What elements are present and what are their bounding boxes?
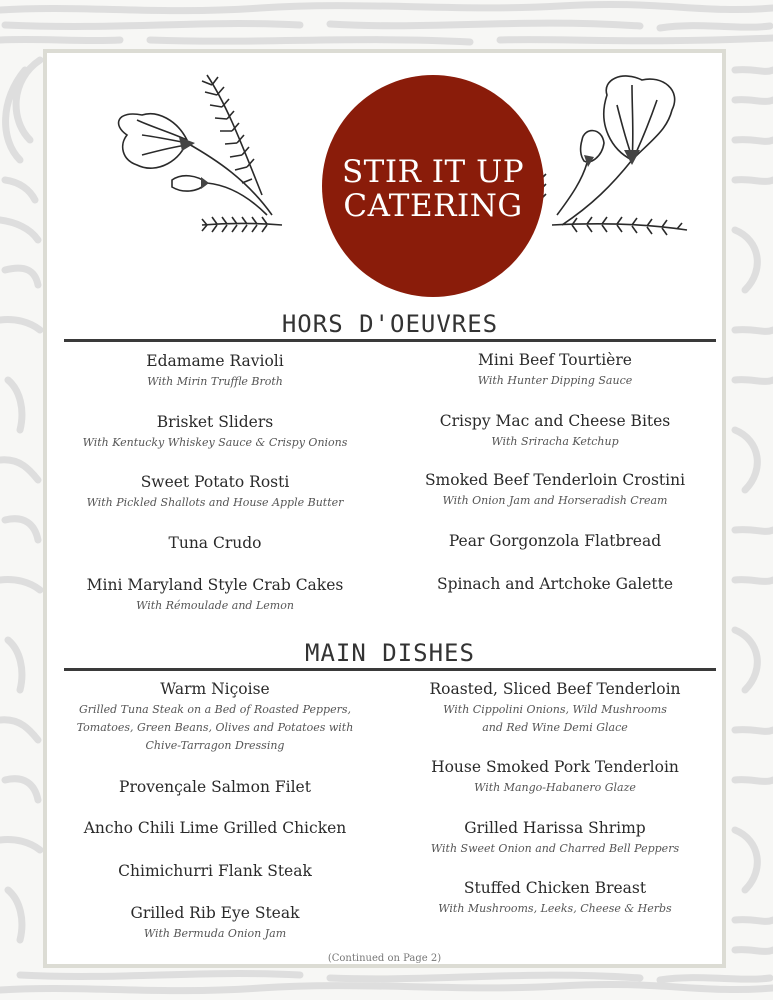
menu-item bbox=[395, 411, 715, 451]
menu-item bbox=[395, 350, 715, 390]
item-name: Tuna Crudo bbox=[168, 534, 262, 552]
item-name: Sweet Potato Rosti bbox=[140, 473, 290, 491]
item-name: House Smoked Pork Tenderloin bbox=[431, 758, 679, 776]
brand-logo bbox=[97, 65, 687, 305]
section-divider bbox=[64, 339, 716, 342]
item-description: With Hunter Dipping Sauce bbox=[477, 374, 633, 387]
menu-item bbox=[395, 757, 715, 797]
item-description: With Onion Jam and Horseradish Cream bbox=[442, 494, 668, 507]
brand-name-line2: CATERING bbox=[343, 188, 523, 224]
menu-item bbox=[55, 351, 375, 391]
menu-item bbox=[55, 903, 375, 943]
section-main-dishes-header bbox=[64, 640, 716, 671]
menu-item bbox=[55, 533, 375, 553]
menu-item bbox=[55, 412, 375, 452]
menu-item bbox=[395, 574, 715, 594]
item-name: Stuffed Chicken Breast bbox=[463, 879, 647, 897]
item-name: Mini Maryland Style Crab Cakes bbox=[86, 576, 344, 594]
brand-name bbox=[322, 155, 544, 223]
item-description-line: Grilled Tuna Steak on a Bed of Roasted Peppers, bbox=[79, 703, 351, 716]
item-name: Pear Gorgonzola Flatbread bbox=[448, 532, 662, 550]
item-description-line: With Cippolini Onions, Wild Mushrooms bbox=[443, 703, 667, 716]
menu-item bbox=[55, 861, 375, 881]
item-name: Spinach and Artchoke Galette bbox=[436, 575, 674, 593]
item-name: Crispy Mac and Cheese Bites bbox=[439, 412, 671, 430]
item-description: With Mango-Habanero Glaze bbox=[474, 781, 636, 794]
menu-item bbox=[55, 472, 375, 512]
item-name: Warm Niçoise bbox=[160, 680, 270, 698]
item-description-line: Tomatoes, Green Beans, Olives and Potatoes with bbox=[76, 721, 354, 734]
item-description: With Mirin Truffle Broth bbox=[147, 375, 283, 388]
section-title: HORS D'OEUVRES bbox=[281, 310, 499, 338]
item-description bbox=[395, 701, 715, 737]
menu-item bbox=[395, 470, 715, 510]
item-description: With Kentucky Whiskey Sauce & Crispy Onions bbox=[82, 436, 348, 449]
menu-item bbox=[395, 878, 715, 918]
item-description bbox=[55, 701, 375, 755]
menu-item bbox=[55, 777, 375, 797]
item-description: With Rémoulade and Lemon bbox=[136, 599, 294, 612]
item-name: Chimichurri Flank Steak bbox=[118, 862, 312, 880]
menu-item bbox=[55, 575, 375, 615]
menu-item bbox=[395, 679, 715, 737]
menu-item bbox=[395, 818, 715, 858]
item-name: Roasted, Sliced Beef Tenderloin bbox=[429, 680, 681, 698]
floral-branch-left-icon bbox=[97, 65, 327, 285]
item-name: Ancho Chili Lime Grilled Chicken bbox=[83, 819, 347, 837]
item-description: With Sweet Onion and Charred Bell Peppers bbox=[430, 842, 680, 855]
brand-name-line1: STIR IT UP bbox=[341, 154, 525, 190]
item-description: With Sriracha Ketchup bbox=[491, 435, 619, 448]
section-divider bbox=[64, 668, 716, 671]
menu-item bbox=[55, 679, 375, 755]
item-description: With Bermuda Onion Jam bbox=[143, 927, 287, 940]
item-description: With Pickled Shallots and House Apple Butter bbox=[86, 496, 344, 509]
item-description-line: and Red Wine Demi Glace bbox=[482, 721, 628, 734]
item-name: Grilled Rib Eye Steak bbox=[130, 904, 300, 922]
item-name: Brisket Sliders bbox=[156, 413, 274, 431]
item-name: Edamame Ravioli bbox=[146, 352, 284, 370]
item-description: With Mushrooms, Leeks, Cheese & Herbs bbox=[438, 902, 672, 915]
section-title: MAIN DISHES bbox=[305, 639, 475, 667]
menu-item bbox=[395, 531, 715, 551]
item-name: Smoked Beef Tenderloin Crostini bbox=[424, 471, 686, 489]
section-hors-doeuvres-header bbox=[64, 311, 716, 342]
item-description-line: Chive-Tarragon Dressing bbox=[145, 739, 285, 752]
item-name: Mini Beef Tourtière bbox=[478, 351, 632, 369]
item-name: Provençale Salmon Filet bbox=[119, 778, 311, 796]
item-name: Grilled Harissa Shrimp bbox=[464, 819, 646, 837]
continued-note: (Continued on Page 2) bbox=[327, 953, 442, 964]
menu-item bbox=[55, 818, 375, 838]
menu-page bbox=[43, 49, 726, 968]
